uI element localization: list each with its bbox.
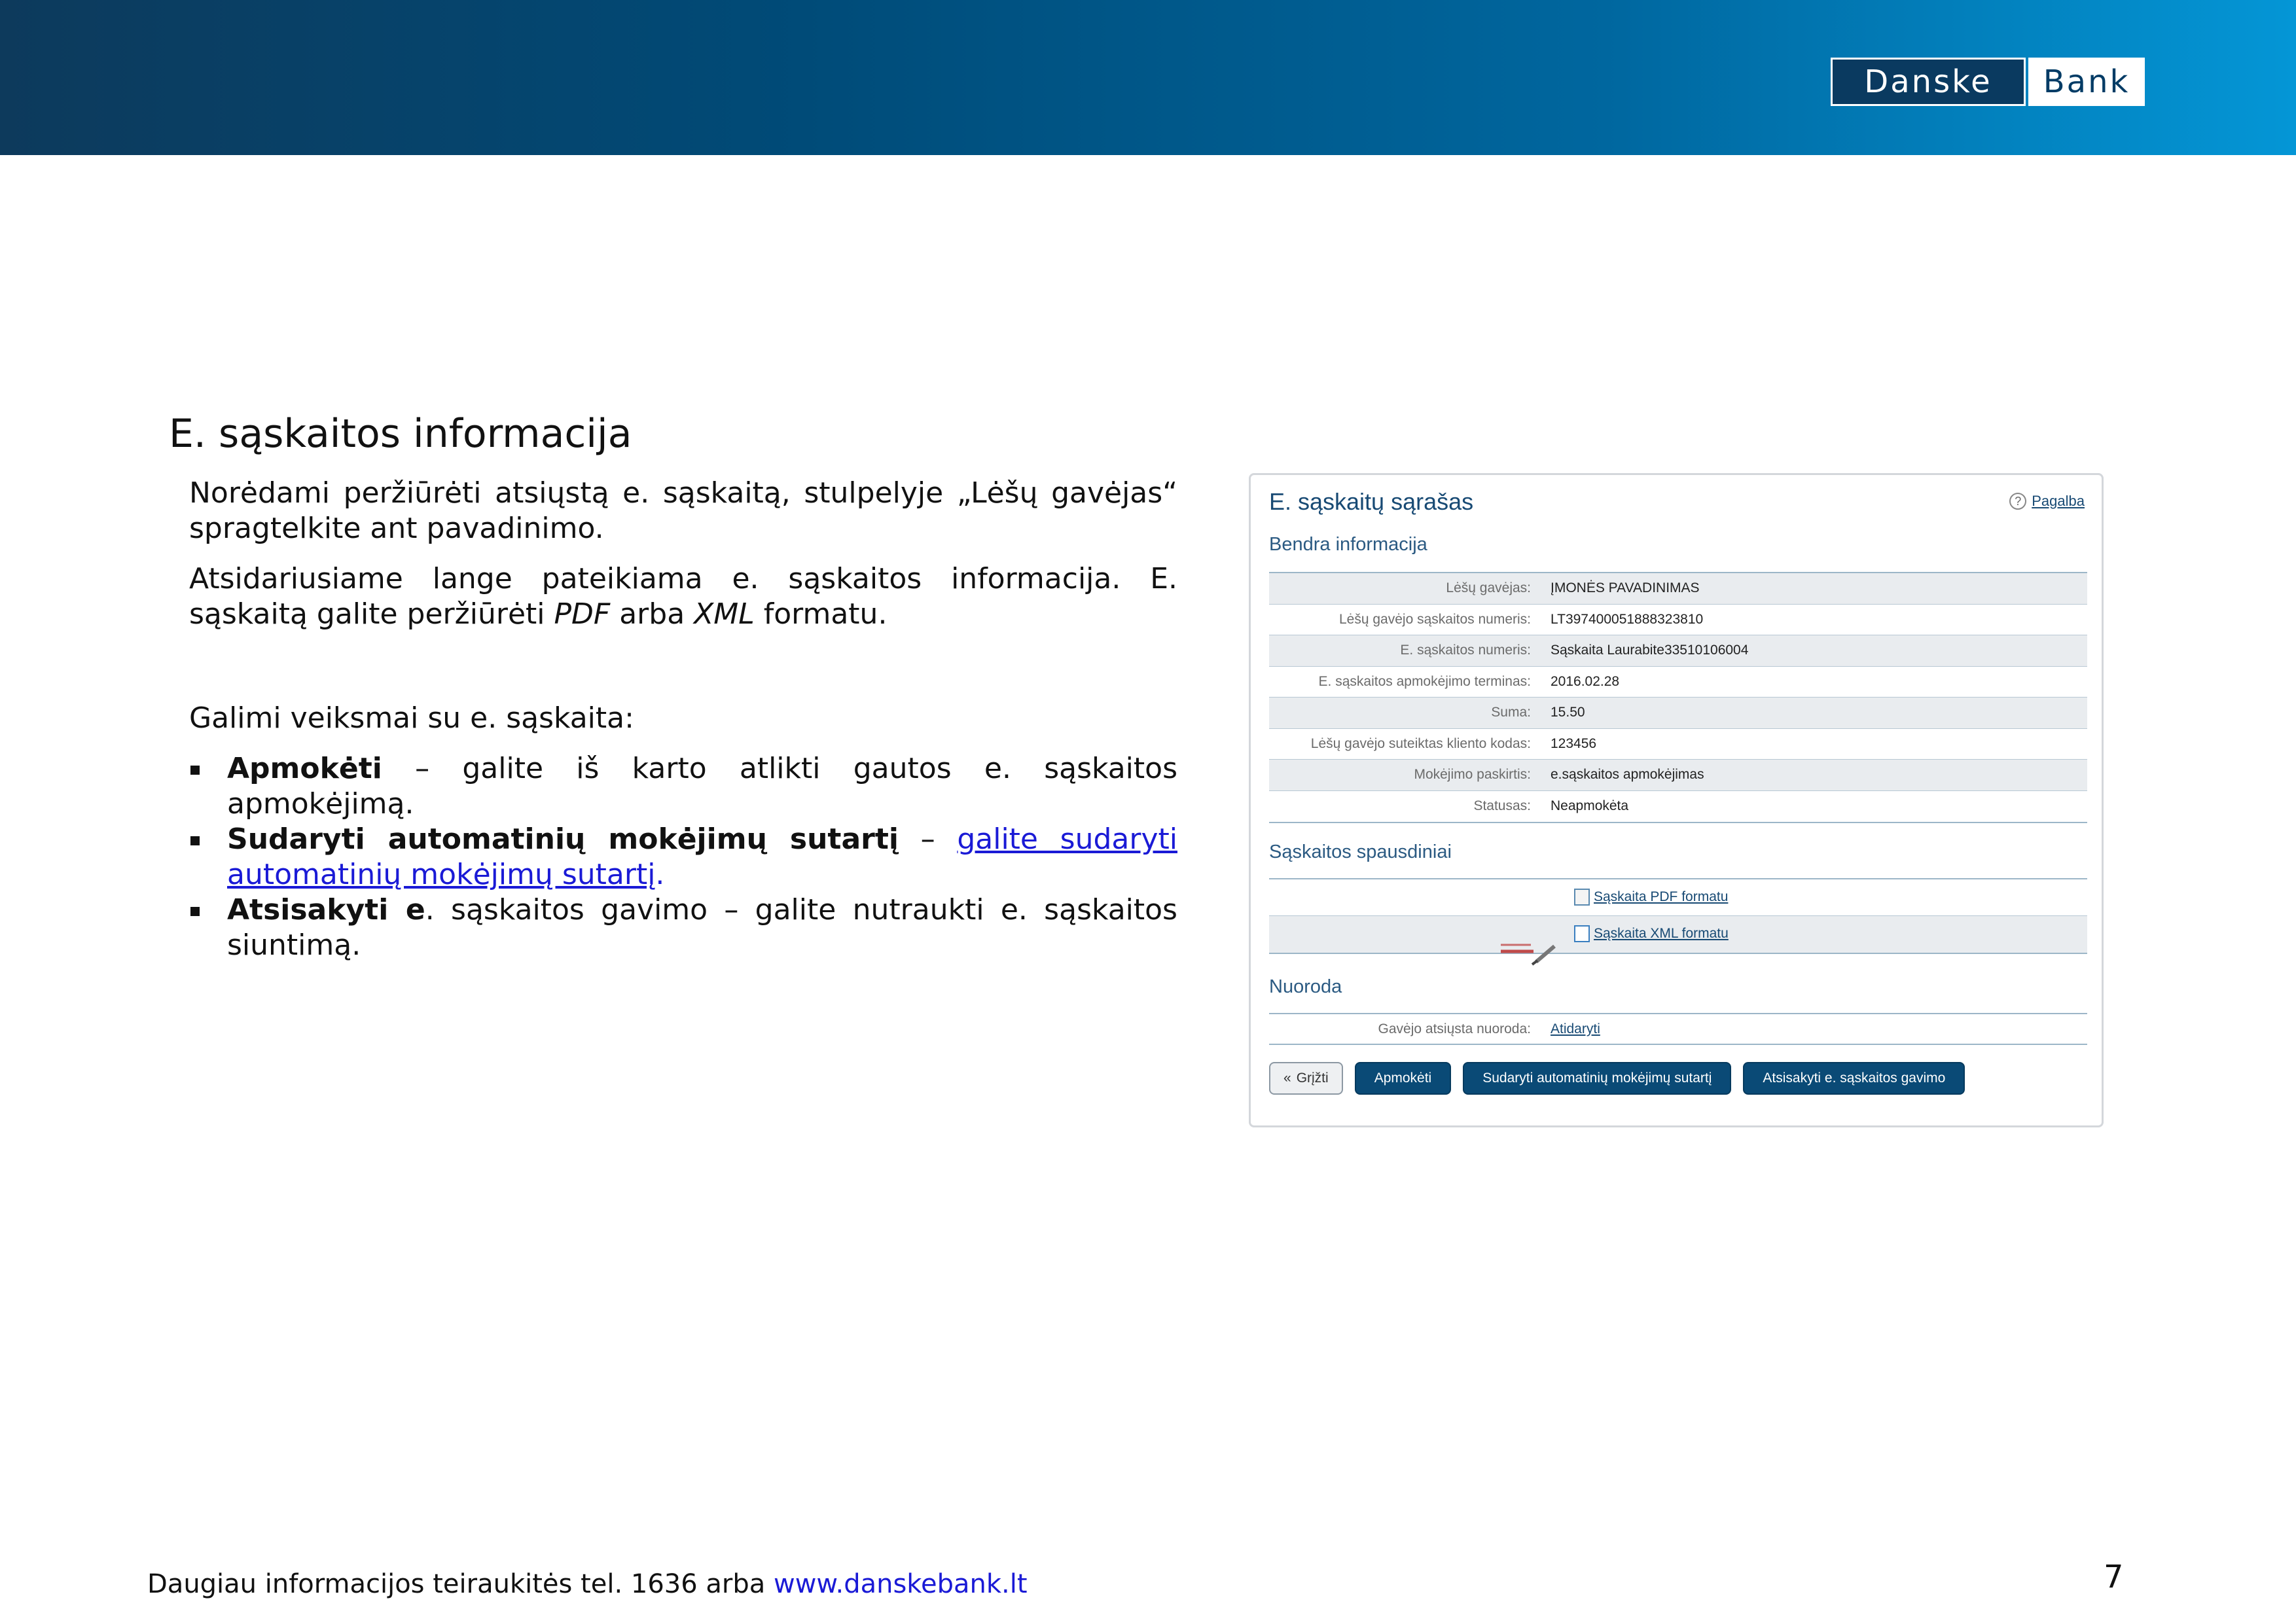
back-button[interactable] xyxy=(1269,1062,1343,1095)
table-row xyxy=(1269,605,2087,636)
row-label: Suma: xyxy=(1491,705,1531,720)
panel-title: E. sąskaitų sąrašas xyxy=(1269,488,1474,515)
e-invoice-screenshot-panel xyxy=(1249,473,2104,1127)
intro-paragraph: Norėdami peržiūrėti atsiųstą e. sąskaitą, stulpelyje „Lėšų gavėjas“ spragtelkite ant pavadinimo. xyxy=(189,476,1177,545)
action-contract-dash: – xyxy=(898,822,958,856)
table-row xyxy=(1269,916,2087,953)
list-item xyxy=(189,822,1177,893)
header-banner xyxy=(0,0,2296,155)
row-value: ĮMONĖS PAVADINIMAS xyxy=(1551,580,1700,596)
table-row xyxy=(1269,698,2087,729)
table-row xyxy=(1269,760,2087,791)
help-question-icon: ? xyxy=(2009,493,2026,510)
section-prints-heading: Sąskaitos spausdiniai xyxy=(1269,841,1452,862)
action-pay-label: Apmokėti xyxy=(227,752,382,785)
row-value: e.sąskaitos apmokėjimas xyxy=(1551,767,1704,783)
pencil-annotation-icon xyxy=(1499,942,1558,968)
page-number: 7 xyxy=(2104,1559,2124,1595)
row-value: 123456 xyxy=(1551,735,1597,751)
prints-table xyxy=(1269,878,2087,954)
row-label: Lėšų gavėjo suteiktas kliento kodas: xyxy=(1310,735,1531,751)
xml-file-icon xyxy=(1574,925,1590,942)
pdf-print-label: Sąskaita PDF formatu xyxy=(1594,889,1729,904)
xml-print-label: Sąskaita XML formatu xyxy=(1594,926,1729,941)
list-item xyxy=(189,751,1177,822)
bullet-square-icon xyxy=(190,836,200,845)
reference-label: Gavėjo atsiųsta nuoroda: xyxy=(1378,1021,1531,1036)
row-label: Lėšų gavėjo sąskaitos numeris: xyxy=(1339,611,1531,627)
open-reference-link[interactable]: Atidaryti xyxy=(1551,1021,1600,1036)
info-text-c: formatu. xyxy=(754,597,888,631)
general-info-table xyxy=(1269,572,2087,823)
section-general-heading: Bendra informacija xyxy=(1269,534,1427,555)
bullet-square-icon xyxy=(190,907,200,916)
row-value: LT397400051888323810 xyxy=(1551,611,1704,627)
footer-text: Daugiau informacijos teiraukitės tel. 1636 arba xyxy=(147,1569,774,1599)
help-link[interactable] xyxy=(2009,493,2085,510)
help-label: Pagalba xyxy=(2032,493,2085,509)
action-buttons xyxy=(1269,1062,1965,1095)
action-contract-label: Sudaryti automatinių mokėjimų sutartį xyxy=(227,822,899,856)
row-label: E. sąskaitos numeris: xyxy=(1400,643,1531,658)
create-contract-button[interactable]: Sudaryti automatinių mokėjimų sutartį xyxy=(1463,1062,1731,1095)
row-value: Neapmokėta xyxy=(1551,798,1629,814)
xml-print-link[interactable] xyxy=(1574,925,1729,942)
section-reference-heading: Nuoroda xyxy=(1269,976,1342,997)
table-row xyxy=(1269,573,2087,605)
row-value: Sąskaita Laurabite33510106004 xyxy=(1551,643,1749,658)
action-unsubscribe-label: Atsisakyti e xyxy=(227,893,425,927)
row-value: 15.50 xyxy=(1551,705,1585,720)
table-row xyxy=(1269,1014,2087,1044)
table-row xyxy=(1269,729,2087,760)
row-label: E. sąskaitos apmokėjimo terminas: xyxy=(1318,673,1531,689)
logo-danske-text: Danske xyxy=(1831,58,2026,106)
actions-list xyxy=(189,751,1177,963)
pay-button[interactable]: Apmokėti xyxy=(1355,1062,1452,1095)
row-label: Mokėjimo paskirtis: xyxy=(1414,767,1531,783)
website-link[interactable]: www.danskebank.lt xyxy=(774,1569,1028,1599)
list-item xyxy=(189,893,1177,963)
page-title: E. sąskaitos informacija xyxy=(169,411,632,457)
pdf-format-text: PDF xyxy=(554,597,611,631)
action-unsubscribe-text: . sąskaitos gavimo – galite nutraukti e. sąskaitos siuntimą. xyxy=(227,893,1177,962)
info-text-b: arba xyxy=(610,597,694,631)
unsubscribe-button[interactable]: Atsisakyti e. sąskaitos gavimo xyxy=(1743,1062,1965,1095)
bullet-square-icon xyxy=(190,766,200,775)
xml-format-text: XML xyxy=(694,597,755,631)
pdf-file-icon xyxy=(1574,889,1590,906)
reference-table xyxy=(1269,1013,2087,1045)
row-label: Lėšų gavėjas: xyxy=(1446,580,1531,596)
actions-intro: Galimi veiksmai su e. sąskaita: xyxy=(189,701,634,735)
table-row xyxy=(1269,667,2087,698)
contract-link[interactable]: galite sudaryti automatinių mokėjimų sutartį xyxy=(227,822,1177,891)
logo-bank-text: Bank xyxy=(2028,58,2145,106)
table-row xyxy=(1269,791,2087,822)
info-paragraph xyxy=(189,561,1177,632)
pdf-print-link[interactable] xyxy=(1574,889,1728,906)
action-pay-text: – galite iš karto atlikti gautos e. sąskaitos apmokėjimą. xyxy=(227,752,1177,821)
row-value: 2016.02.28 xyxy=(1551,673,1620,689)
contract-link-tail: . xyxy=(655,858,665,891)
double-chevron-left-icon: « xyxy=(1283,1070,1291,1086)
footer-contact xyxy=(147,1569,1028,1599)
danske-bank-logo xyxy=(1831,58,2145,106)
back-button-label: Grįžti xyxy=(1296,1070,1329,1086)
table-row xyxy=(1269,635,2087,667)
info-text-a: Atsidariusiame lange pateikiama e. sąskaitos informacija. E. sąskaitą galite peržiūrėti xyxy=(189,562,1177,631)
table-row xyxy=(1269,879,2087,916)
row-label: Statusas: xyxy=(1473,798,1531,814)
